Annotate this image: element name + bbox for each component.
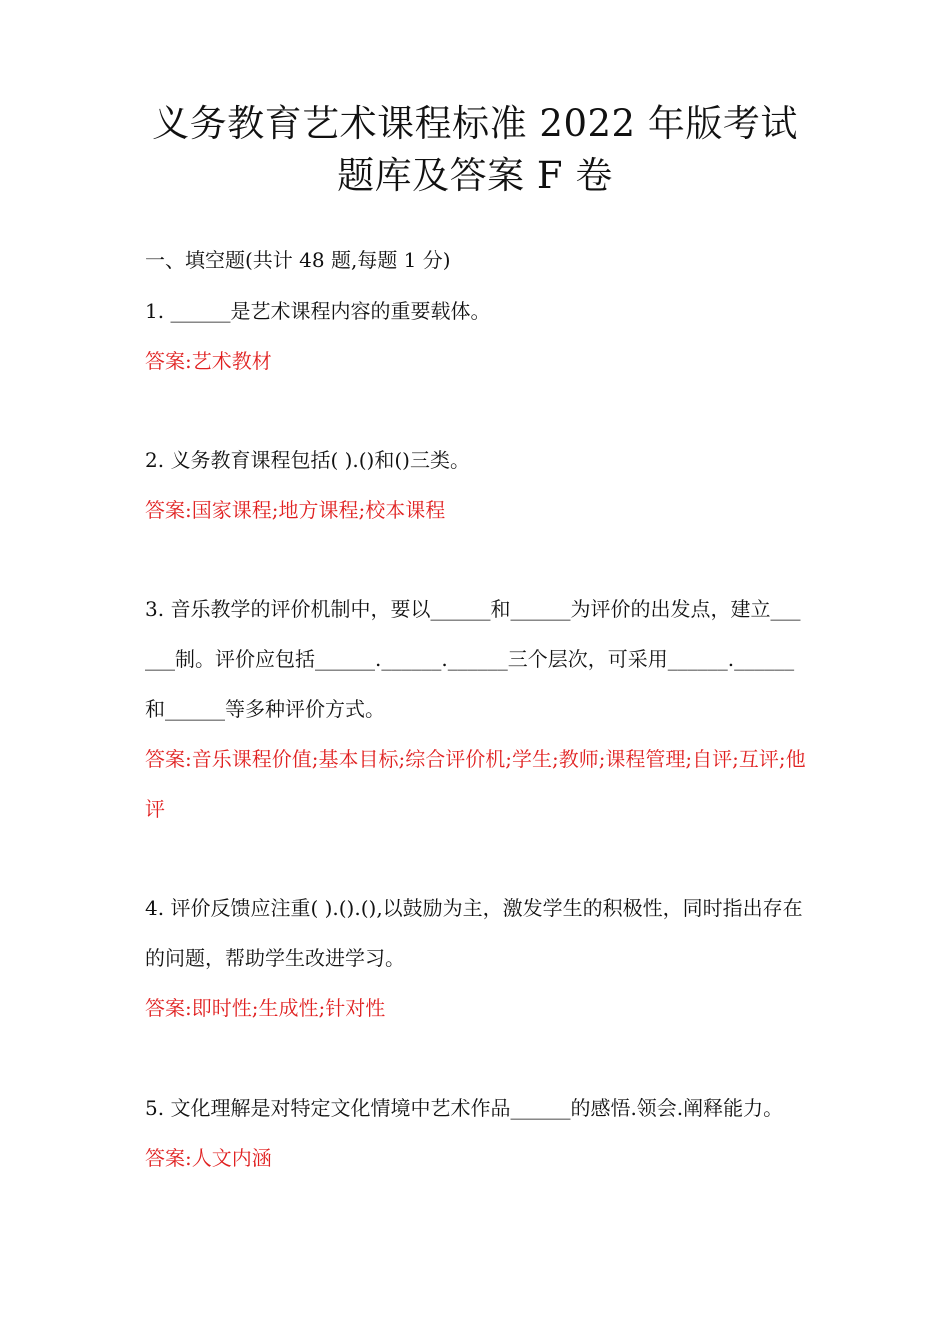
question-text: 2. 义务教育课程包括( ).()和()三类。	[145, 448, 470, 472]
section-heading: 一、填空题(共计 48 题,每题 1 分)	[145, 248, 451, 272]
question-item	[145, 286, 810, 386]
question-text: 3. 音乐教学的评价机制中，要以______和______为评价的出发点，建立______制。评价应包括______.______.______三个层次，可采用______.______和______等多种评价方式。	[145, 597, 801, 721]
question-item	[145, 883, 810, 1033]
question-item	[145, 435, 810, 535]
question-text: 4. 评价反馈应注重( ).().(),以鼓励为主，激发学生的积极性，同时指出存在的问题，帮助学生改进学习。	[145, 896, 803, 970]
question-text: 1. ______是艺术课程内容的重要载体。	[145, 299, 491, 323]
answer-text: 答案:即时性;生成性;针对性	[145, 996, 386, 1020]
answer-text: 答案:国家课程;地方课程;校本课程	[145, 498, 446, 522]
document-title	[100, 98, 850, 202]
answer-text: 答案:音乐课程价值;基本目标;综合评价机;学生;教师;课程管理;自评;互评;他评	[145, 747, 806, 821]
question-text: 5. 文化理解是对特定文化情境中艺术作品______的感悟.领会.阐释能力。	[145, 1096, 784, 1120]
title-line-2: 题库及答案 F 卷	[337, 154, 613, 197]
question-item	[145, 1083, 810, 1183]
answer-text: 答案:艺术教材	[145, 349, 272, 373]
question-item	[145, 584, 810, 834]
title-line-1: 义务教育艺术课程标准 2022 年版考试	[152, 102, 798, 145]
answer-text: 答案:人文内涵	[145, 1146, 272, 1170]
